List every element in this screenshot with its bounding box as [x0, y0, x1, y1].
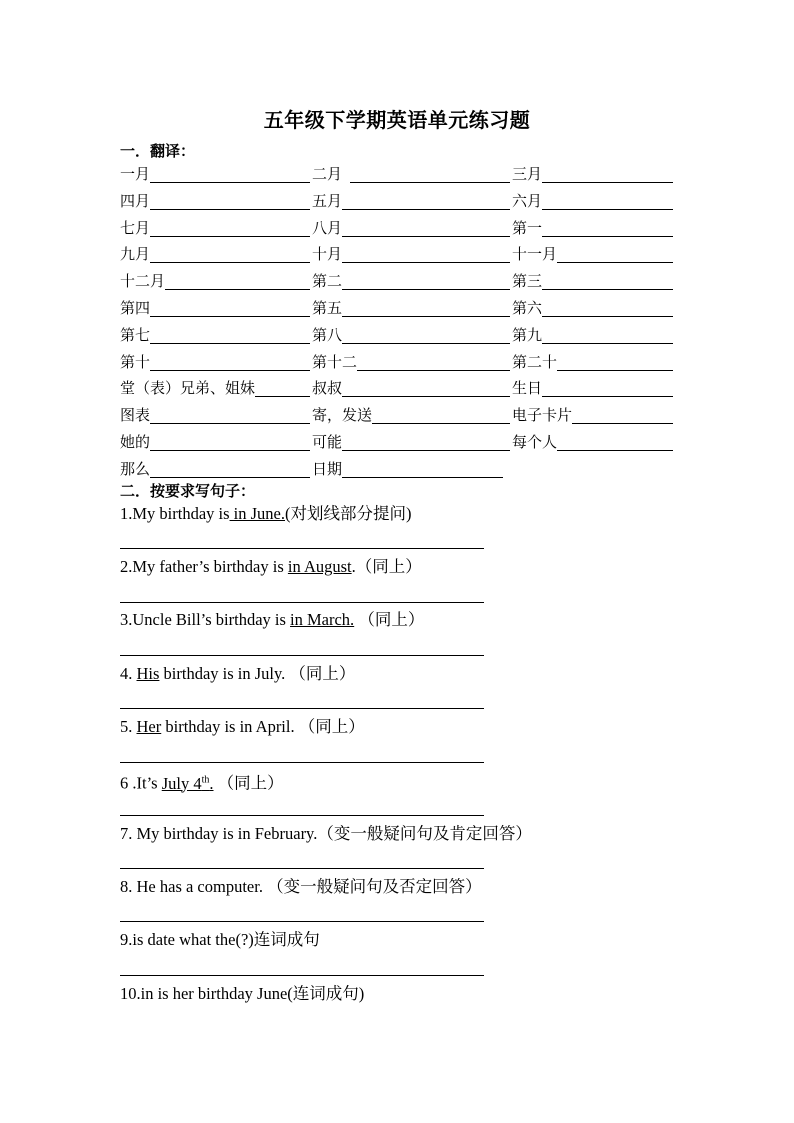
- translation-label: 十月: [312, 247, 343, 264]
- answer-line-8[interactable]: [120, 921, 484, 922]
- answer-line-3[interactable]: [120, 655, 484, 656]
- question-10: 10.in is her birthday June(连词成句): [120, 984, 365, 1003]
- translation-label: 八月: [312, 220, 343, 237]
- translation-item: [312, 378, 510, 398]
- answer-line-9[interactable]: [120, 975, 484, 976]
- answer-blank[interactable]: [342, 273, 510, 290]
- answer-blank[interactable]: [150, 300, 310, 317]
- translation-item: [120, 164, 310, 184]
- translation-label: 五月: [312, 193, 343, 210]
- translation-label: 十一月: [512, 247, 558, 264]
- answer-blank[interactable]: [557, 354, 673, 371]
- answer-blank[interactable]: [342, 246, 510, 263]
- answer-blank[interactable]: [342, 434, 510, 451]
- answer-blank[interactable]: [150, 354, 310, 371]
- translation-item: [120, 352, 310, 372]
- answer-blank[interactable]: [150, 166, 310, 183]
- translation-item: [312, 218, 510, 238]
- translation-item: [512, 352, 673, 372]
- answer-line-4[interactable]: [120, 708, 484, 709]
- section-translate-heading: 一．翻译：: [120, 144, 196, 160]
- translation-item: [312, 164, 510, 184]
- translation-item: [312, 191, 510, 211]
- answer-blank[interactable]: [150, 193, 310, 210]
- translation-label: 生日: [512, 381, 543, 398]
- answer-blank[interactable]: [342, 300, 510, 317]
- translation-label: 第四: [120, 301, 151, 317]
- answer-blank[interactable]: [572, 407, 673, 424]
- answer-blank[interactable]: [357, 354, 510, 371]
- translation-item: [512, 218, 673, 238]
- section-sentences-heading: 二．按要求写句子：: [120, 484, 256, 500]
- translation-row: [0, 298, 794, 318]
- answer-blank[interactable]: [557, 434, 673, 451]
- answer-line-7[interactable]: [120, 868, 484, 869]
- translation-item: [120, 432, 310, 452]
- translation-row: [0, 325, 794, 345]
- question-7: 7. My birthday is in February.（变一般疑问句及肯定回答）: [120, 824, 532, 843]
- translation-label: 那么: [120, 461, 151, 478]
- translation-label: 第三: [512, 274, 543, 291]
- translation-label: 第九: [512, 327, 543, 344]
- translation-item: [120, 218, 310, 238]
- answer-blank[interactable]: [542, 300, 673, 317]
- question-3: 3.Uncle Bill’s birthday is in March. （同上）: [120, 610, 425, 629]
- question-6: 6 .It’s July 4th. （同上）: [120, 773, 284, 793]
- translation-item: [312, 352, 510, 372]
- translation-row: [0, 191, 794, 211]
- answer-blank[interactable]: [542, 193, 673, 210]
- translation-label: 叔叔: [312, 381, 343, 398]
- translation-item: [120, 244, 310, 264]
- translation-row: [0, 405, 794, 425]
- answer-blank[interactable]: [150, 246, 310, 263]
- translation-label: 七月: [120, 220, 151, 237]
- answer-blank[interactable]: [342, 380, 510, 397]
- translation-label: 第二: [312, 274, 343, 291]
- translation-label: 寄，发送: [312, 408, 373, 425]
- answer-blank[interactable]: [542, 166, 673, 183]
- translation-label: 电子卡片: [512, 408, 573, 425]
- translation-item: [120, 378, 310, 398]
- translation-item: [120, 459, 310, 479]
- translation-row: [0, 432, 794, 452]
- answer-blank[interactable]: [342, 220, 510, 237]
- answer-blank[interactable]: [542, 273, 673, 290]
- answer-blank[interactable]: [150, 461, 310, 478]
- question-9: 9.is date what the(?)连词成句: [120, 930, 320, 949]
- translation-row: [0, 459, 794, 479]
- translation-label: 第十二: [312, 354, 358, 371]
- translation-row: [0, 218, 794, 238]
- answer-blank[interactable]: [342, 461, 503, 478]
- translation-label: 四月: [120, 193, 151, 210]
- answer-blank[interactable]: [342, 327, 510, 344]
- translation-item: [120, 191, 310, 211]
- answer-blank[interactable]: [165, 273, 310, 290]
- translation-row: [0, 352, 794, 372]
- translation-label: 图表: [120, 408, 151, 425]
- translation-item: [512, 244, 673, 264]
- translation-label: 第八: [312, 327, 343, 344]
- translation-item: [512, 298, 673, 318]
- translation-item: [512, 325, 673, 345]
- translation-item: [512, 405, 673, 425]
- question-1: 1.My birthday is in June.(对划线部分提问): [120, 504, 412, 523]
- translation-label: 她的: [120, 435, 151, 451]
- answer-blank[interactable]: [542, 380, 673, 397]
- translation-label: 每个人: [512, 435, 558, 451]
- translation-item: [512, 432, 673, 452]
- answer-blank[interactable]: [372, 407, 510, 424]
- translation-item: [120, 325, 310, 345]
- translation-item: [312, 271, 510, 291]
- translation-item: [312, 298, 510, 318]
- translation-item: [312, 325, 510, 345]
- translation-label: 日期: [312, 461, 343, 478]
- translation-item: [512, 164, 673, 184]
- question-5: 5. Her birthday is in April. （同上）: [120, 717, 365, 736]
- translation-label: 三月: [512, 167, 543, 183]
- answer-blank[interactable]: [342, 193, 510, 210]
- translation-item: [512, 271, 673, 291]
- translation-item: [512, 191, 673, 211]
- answer-blank[interactable]: [150, 220, 310, 237]
- translation-label: 九月: [120, 247, 151, 264]
- translation-label: 六月: [512, 193, 543, 210]
- translation-item: [512, 378, 673, 398]
- translation-item: [312, 405, 510, 425]
- translation-label: 第一: [512, 220, 543, 237]
- answer-blank[interactable]: [542, 220, 673, 237]
- translation-row: [0, 378, 794, 398]
- answer-blank[interactable]: [150, 327, 310, 344]
- answer-blank[interactable]: [542, 327, 673, 344]
- translation-label: 第六: [512, 301, 543, 317]
- answer-line-5[interactable]: [120, 762, 484, 763]
- answer-line-1[interactable]: [120, 548, 484, 549]
- translation-label: 二月: [312, 167, 343, 183]
- translation-label: 十二月: [120, 274, 166, 291]
- translation-item: [120, 298, 310, 318]
- question-2: 2.My father’s birthday is in August.（同上）: [120, 557, 422, 576]
- translation-item: [120, 405, 310, 425]
- answer-blank[interactable]: [255, 380, 310, 397]
- worksheet-title: 五年级下学期英语单元练习题: [263, 110, 531, 132]
- translation-item: [312, 244, 510, 264]
- answer-line-6[interactable]: [120, 815, 484, 816]
- question-4: 4. His birthday is in July. （同上）: [120, 664, 356, 683]
- answer-blank[interactable]: [150, 407, 310, 424]
- question-8: 8. He has a computer. （变一般疑问句及否定回答）: [120, 877, 482, 896]
- answer-line-2[interactable]: [120, 602, 484, 603]
- translation-label: 堂（表）兄弟、姐妹: [120, 381, 256, 398]
- translation-item: [312, 432, 510, 452]
- translation-label: 可能: [312, 435, 343, 451]
- translation-label: 第五: [312, 301, 343, 317]
- translation-label: 第十: [120, 354, 151, 371]
- translation-item: [120, 271, 310, 291]
- translation-row: [0, 244, 794, 264]
- translation-label: 第二十: [512, 354, 558, 371]
- translation-row: [0, 271, 794, 291]
- translation-label: 第七: [120, 327, 151, 344]
- translation-item: [312, 459, 503, 479]
- translation-label: 一月: [120, 167, 151, 183]
- answer-blank[interactable]: [150, 434, 310, 451]
- answer-blank[interactable]: [557, 246, 673, 263]
- translation-row: [0, 164, 794, 184]
- answer-blank[interactable]: [350, 166, 510, 183]
